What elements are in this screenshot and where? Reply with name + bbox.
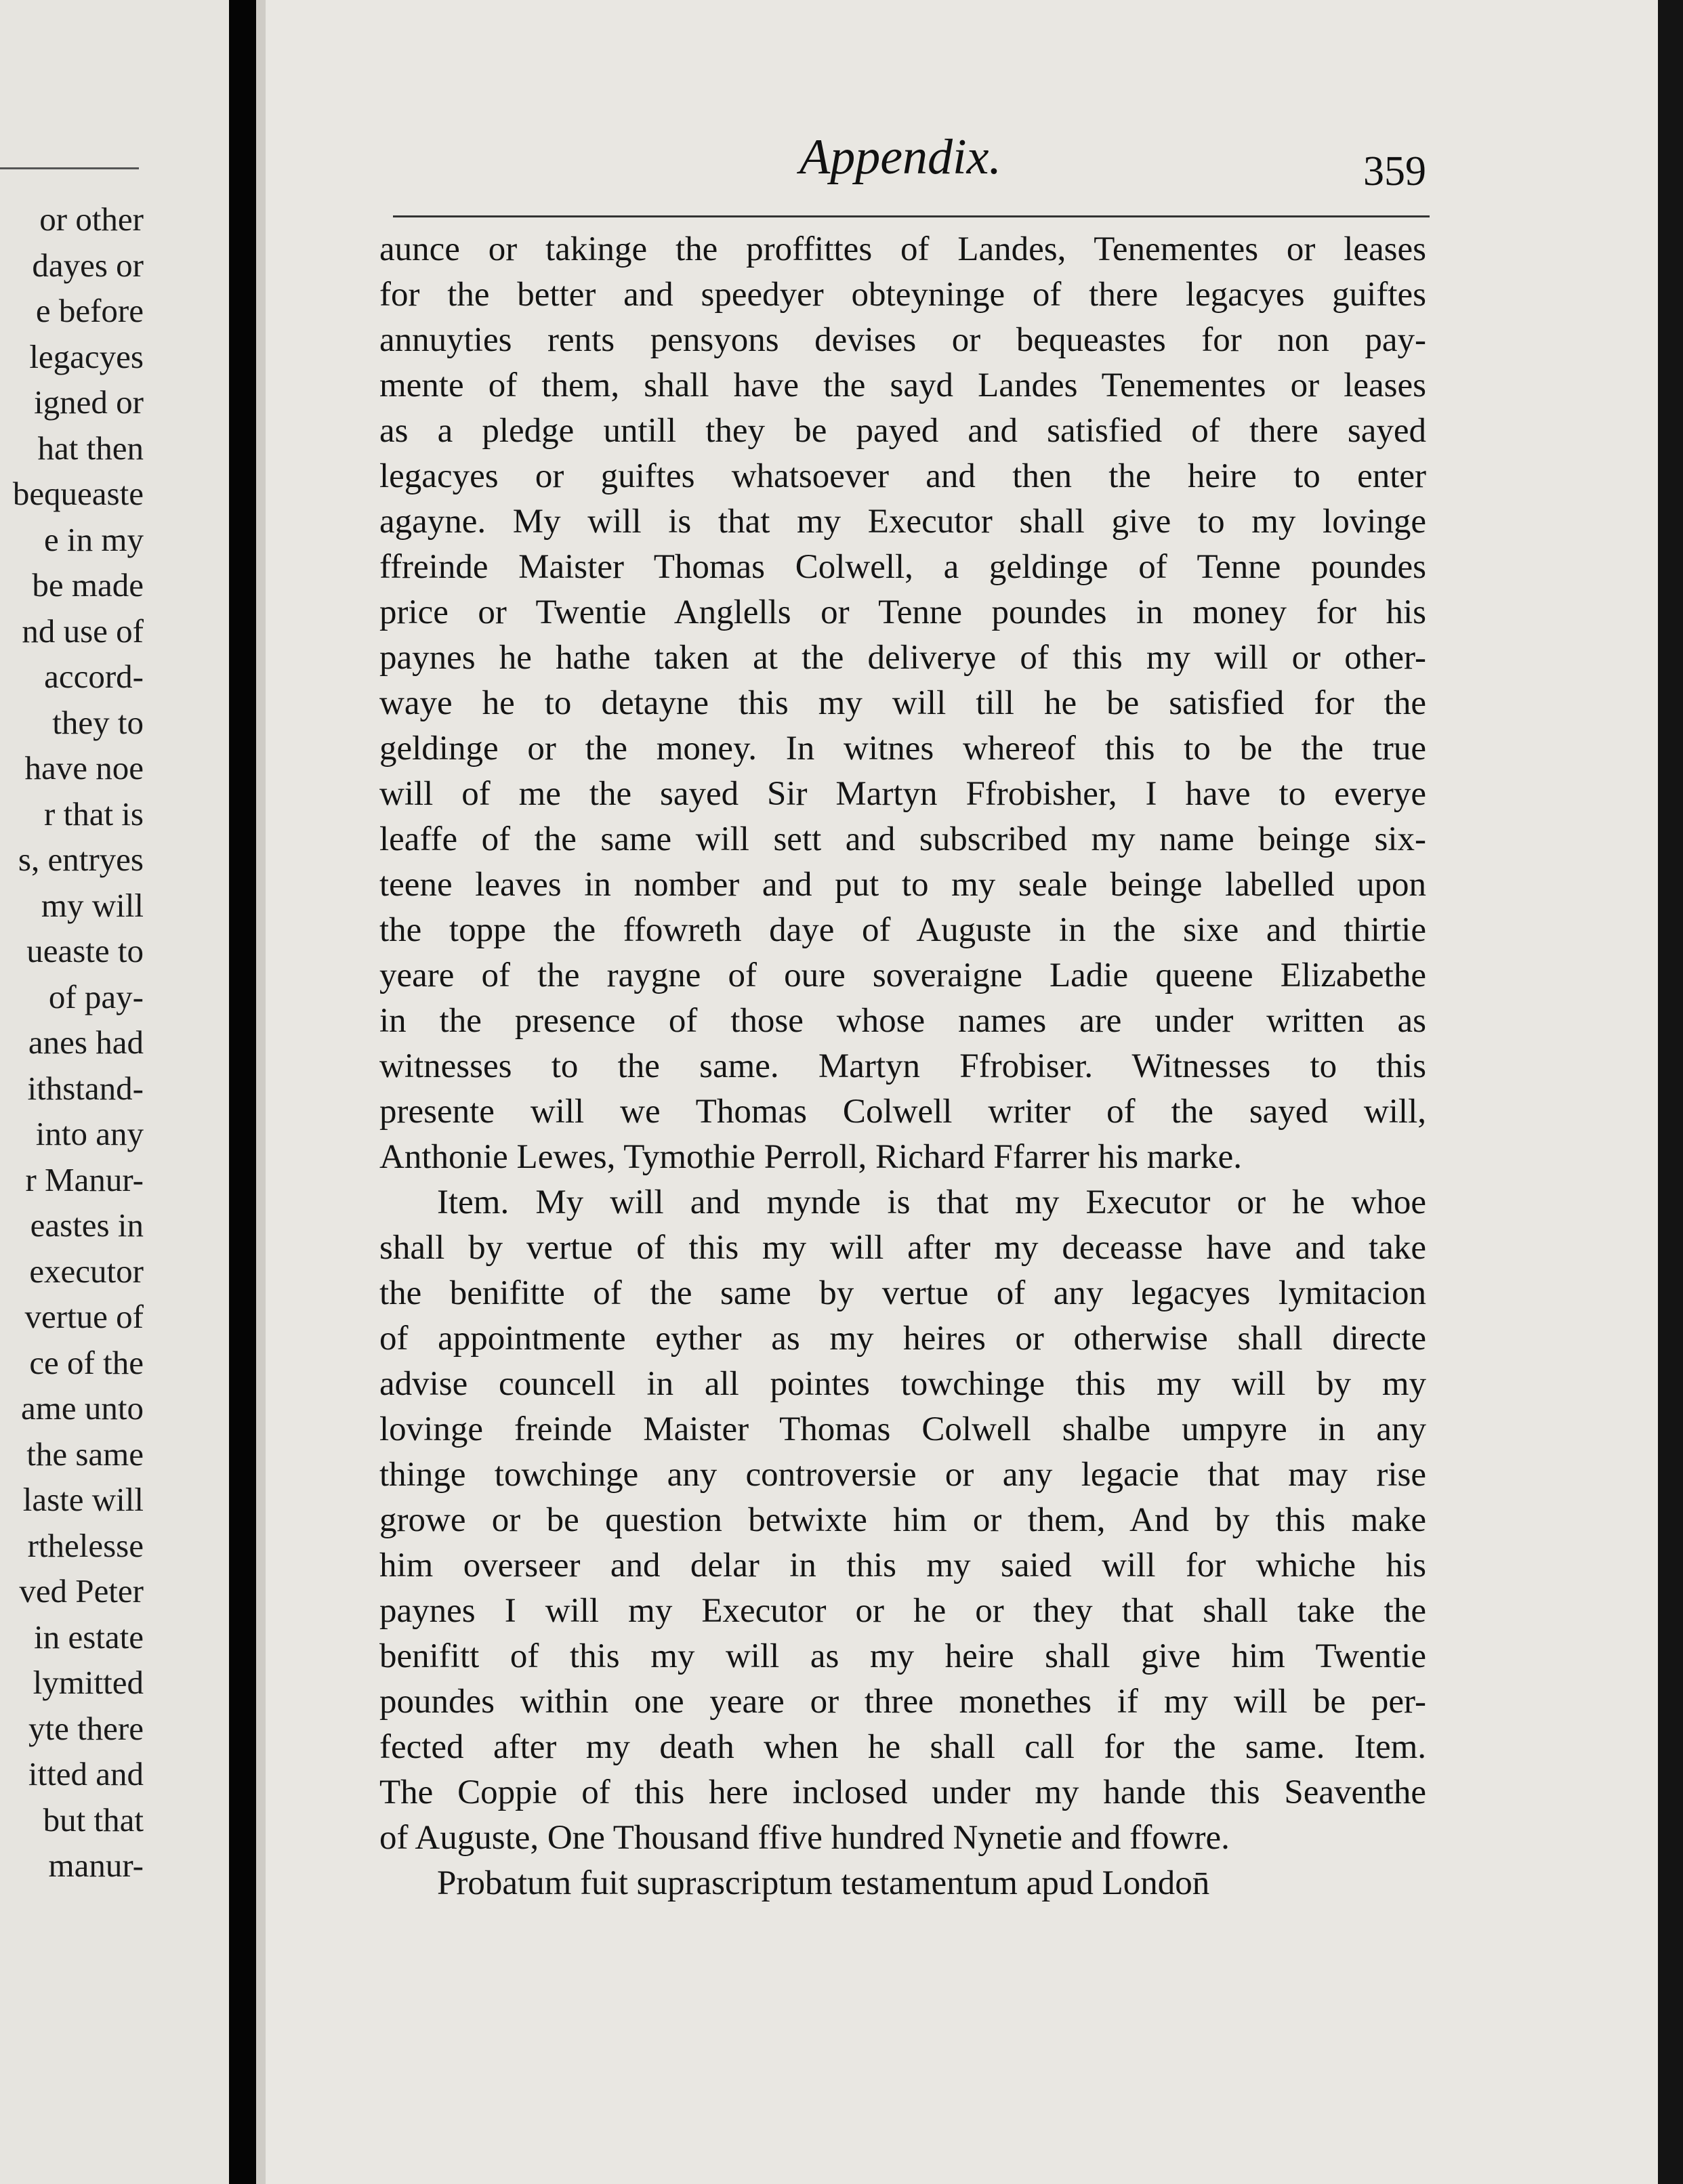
text-line: Item. My will and mynde is that my Executor or he whoe: [437, 1183, 1426, 1221]
text-line: will of me the sayed Sir Martyn Ffrobisher, I have to everye: [379, 775, 1426, 813]
text-line: for the better and speedyer obteyninge of there legacyes guiftes: [379, 276, 1426, 314]
previous-page-line: manur-: [48, 1847, 144, 1884]
previous-page-line: in estate: [34, 1618, 144, 1656]
text-line: paynes I will my Executor or he or they that shall take the: [379, 1592, 1426, 1630]
text-line: as a pledge untill they be payed and satisfied of there sayed: [379, 412, 1426, 450]
previous-page-line: my will: [41, 886, 144, 924]
previous-page-line: hat then: [37, 429, 144, 467]
text-line: Probatum fuit suprascriptum testamentum apud London̄: [437, 1864, 1210, 1902]
previous-page-line: accord-: [44, 658, 144, 695]
body-text: [379, 227, 1426, 1906]
previous-page-line: e in my: [44, 520, 144, 558]
previous-page-line: r that is: [44, 795, 144, 833]
previous-page-line: e before: [35, 292, 144, 329]
previous-page-text: [0, 196, 144, 1889]
text-line: Anthonie Lewes, Tymothie Perroll, Richard Ffarrer his marke.: [379, 1138, 1242, 1176]
previous-page-line: rthelesse: [27, 1526, 144, 1564]
text-line: growe or be question betwixte him or them, And by this make: [379, 1501, 1426, 1539]
previous-page-line: ueaste to: [26, 932, 144, 969]
previous-page-line: s, entryes: [18, 841, 144, 878]
text-line: in the presence of those whose names are under written as: [379, 1002, 1426, 1040]
text-line: ffreinde Maister Thomas Colwell, a geldinge of Tenne poundes: [379, 548, 1426, 586]
text-line: advise councell in all pointes towchinge this my will by my: [379, 1365, 1426, 1403]
text-line: the toppe the ffowreth daye of Auguste in the sixe and thirtie: [379, 911, 1426, 949]
previous-page-line: dayes or: [32, 246, 144, 284]
text-line: aunce or takinge the proffittes of Landes, Tenementes or leases: [379, 230, 1426, 268]
previous-page-line: laste will: [22, 1481, 144, 1518]
text-line: waye he to detayne this my will till he be satisfied for the: [379, 684, 1426, 722]
previous-page-line: r Manur-: [25, 1160, 144, 1198]
text-line: legacyes or guiftes whatsoever and then the heire to enter: [379, 457, 1426, 495]
previous-page-line: itted and: [28, 1755, 144, 1792]
previous-page-line: nd use of: [22, 612, 144, 650]
previous-page-line: they to: [52, 703, 144, 741]
text-line: The Coppie of this here inclosed under my hande this Seaventhe: [379, 1773, 1426, 1811]
text-line: thinge towchinge any controversie or any legacie that may rise: [379, 1456, 1426, 1494]
text-line: lovinge freinde Maister Thomas Colwell shalbe umpyre in any: [379, 1410, 1426, 1448]
text-line: of Auguste, One Thousand ffive hundred Nynetie and ffowre.: [379, 1819, 1230, 1857]
previous-page-line: ithstand-: [27, 1069, 144, 1107]
previous-page-line: legacyes: [29, 337, 144, 375]
previous-page-line: or other: [39, 201, 144, 238]
previous-page-rule: [0, 167, 139, 169]
text-line: price or Twentie Anglells or Tenne poundes in money for his: [379, 593, 1426, 631]
text-line: him overseer and delar in this my saied will for whiche his: [379, 1547, 1426, 1584]
previous-page-line: eastes in: [30, 1206, 144, 1244]
text-line: fected after my death when he shall call for the same. Item.: [379, 1728, 1426, 1766]
running-head: Appendix.: [799, 129, 1001, 185]
previous-page-line: but that: [43, 1801, 144, 1839]
text-line: agayne. My will is that my Executor shall give to my lovinge: [379, 503, 1426, 541]
page-outer-edge: [1658, 0, 1683, 2184]
text-line: shall by vertue of this my will after my deceasse have and take: [379, 1229, 1426, 1267]
previous-page-line: ame unto: [21, 1389, 144, 1427]
text-line: annuyties rents pensyons devises or bequeastes for non pay-: [379, 321, 1426, 359]
previous-page-line: into any: [35, 1115, 144, 1152]
previous-page-line: executor: [29, 1252, 144, 1290]
text-line: benifitt of this my will as my heire shall give him Twentie: [379, 1637, 1426, 1675]
previous-page-line: yte there: [28, 1709, 144, 1747]
previous-page-line: be made: [32, 566, 144, 604]
text-line: yeare of the raygne of oure soveraigne Ladie queene Elizabethe: [379, 957, 1426, 994]
text-line: leaffe of the same will sett and subscribed my name beinge six-: [379, 820, 1426, 858]
previous-page-line: anes had: [28, 1024, 144, 1061]
previous-page-line: ce of the: [29, 1343, 144, 1381]
previous-page-line: the same: [26, 1435, 144, 1473]
previous-page-line: have noe: [24, 749, 144, 786]
text-line: the benifitte of the same by vertue of any legacyes lymitacion: [379, 1274, 1426, 1312]
previous-page: [0, 0, 229, 2184]
previous-page-line: lymitted: [33, 1664, 144, 1701]
previous-page-line: vertue of: [24, 1298, 144, 1335]
text-line: geldinge or the money. In witnes whereof this to be the true: [379, 730, 1426, 768]
previous-page-line: of pay-: [48, 978, 144, 1015]
previous-page-line: ved Peter: [19, 1572, 144, 1610]
book-gutter: [229, 0, 256, 2184]
page-number: 359: [1363, 148, 1426, 194]
header-rule: [393, 215, 1430, 217]
text-line: presente will we Thomas Colwell writer of the sayed will,: [379, 1093, 1426, 1131]
previous-page-line: bequeaste: [12, 475, 144, 512]
text-line: witnesses to the same. Martyn Ffrobiser. Witnesses to this: [379, 1047, 1426, 1085]
page-inner-edge: [256, 0, 266, 2184]
text-line: mente of them, shall have the sayd Landes Tenementes or leases: [379, 366, 1426, 404]
text-line: teene leaves in nomber and put to my seale beinge labelled upon: [379, 866, 1426, 904]
text-line: paynes he hathe taken at the deliverye of this my will or other-: [379, 639, 1426, 677]
text-line: poundes within one yeare or three monethes if my will be per-: [379, 1683, 1426, 1721]
text-line: of appointmente eyther as my heires or otherwise shall directe: [379, 1320, 1426, 1358]
previous-page-line: igned or: [34, 383, 144, 421]
